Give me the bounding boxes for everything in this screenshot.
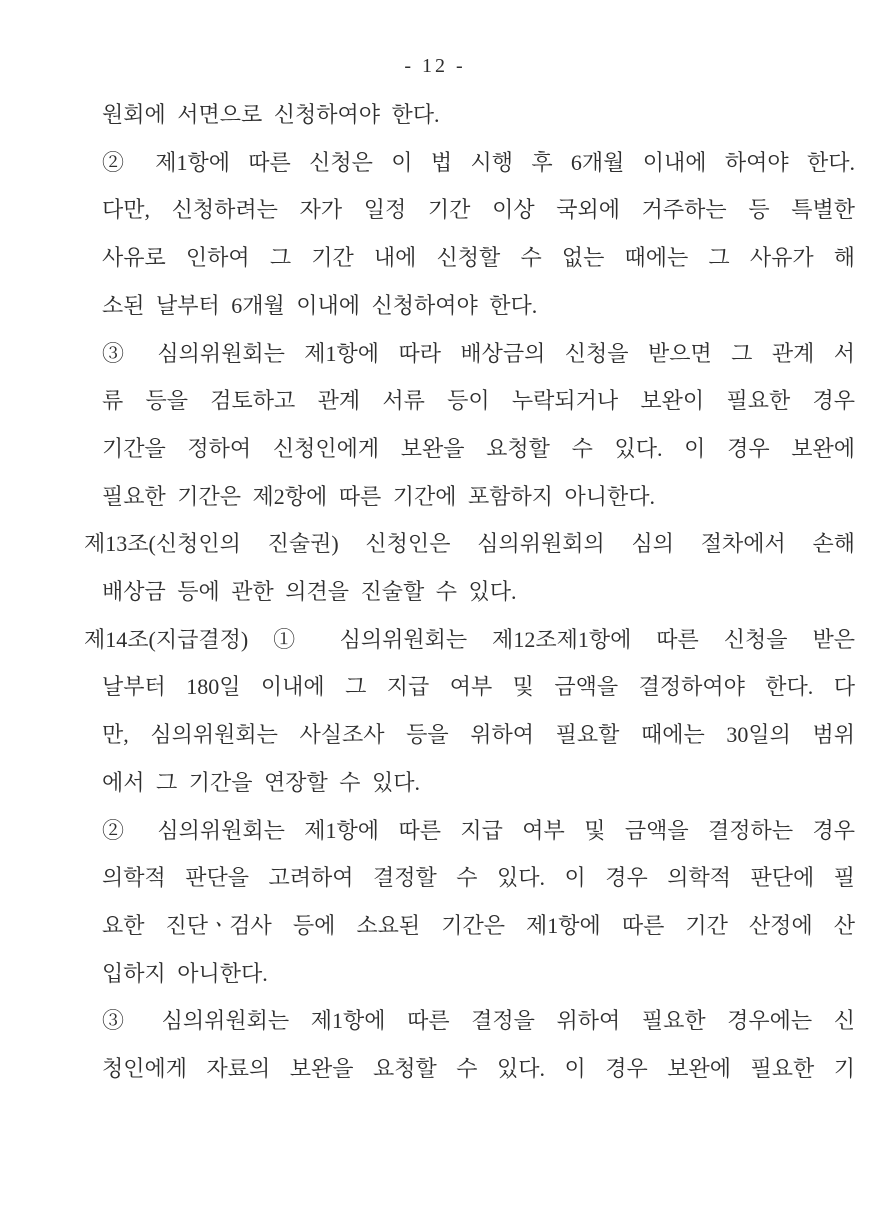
text-line: 소된 날부터 6개월 이내에 신청하여야 한다. (102, 292, 538, 318)
article-line: 제13조(신청인의 진술권) 신청인은 심의위원회의 심의 절차에서 손해 (84, 531, 855, 557)
text-line: 배상금 등에 관한 의견을 진술할 수 있다. (102, 579, 517, 605)
article-line: 제14조(지급결정) ① 심의위원회는 제12조제1항에 따른 신청을 받은 (84, 626, 855, 652)
text-line: 입하지 아니한다. (102, 960, 268, 986)
text-line: 다만, 신청하려는 자가 일정 기간 이상 국외에 거주하는 등 특별한 (102, 197, 855, 223)
document-body (84, 91, 855, 1093)
text-line: 원회에 서면으로 신청하여야 한다. (102, 102, 440, 127)
text-line: 만, 심의위원회는 사실조사 등을 위하여 필요할 때에는 30일의 범위 (102, 722, 855, 748)
text-line: 기간을 정하여 신청인에게 보완을 요청할 수 있다. 이 경우 보완에 (102, 435, 855, 461)
text-line: 날부터 180일 이내에 그 지급 여부 및 금액을 결정하여야 한다. 다 (102, 674, 855, 700)
text-line: 에서 그 기간을 연장할 수 있다. (102, 769, 421, 795)
text-line: ② 심의위원회는 제1항에 따른 지급 여부 및 금액을 결정하는 경우 (102, 817, 855, 843)
text-line: 류 등을 검토하고 관계 서류 등이 누락되거나 보완이 필요한 경우 (102, 388, 855, 414)
text-line: 요한 진단ㆍ검사 등에 소요된 기간은 제1항에 따른 기간 산정에 산 (102, 912, 855, 938)
text-line: 필요한 기간은 제2항에 따른 기간에 포함하지 아니한다. (102, 483, 656, 509)
page-number: - 12 - (404, 55, 466, 77)
text-line: 청인에게 자료의 보완을 요청할 수 있다. 이 경우 보완에 필요한 기 (102, 1056, 855, 1082)
text-line: ③ 심의위원회는 제1항에 따른 결정을 위하여 필요한 경우에는 신 (102, 1008, 855, 1034)
text-line: 의학적 판단을 고려하여 결정할 수 있다. 이 경우 의학적 판단에 필 (102, 865, 855, 891)
text-line: ③ 심의위원회는 제1항에 따라 배상금의 신청을 받으면 그 관계 서 (102, 340, 855, 366)
text-line: ② 제1항에 따른 신청은 이 법 시행 후 6개월 이내에 하여야 한다. (102, 149, 855, 175)
text-line: 사유로 인하여 그 기간 내에 신청할 수 없는 때에는 그 사유가 해 (102, 245, 855, 271)
